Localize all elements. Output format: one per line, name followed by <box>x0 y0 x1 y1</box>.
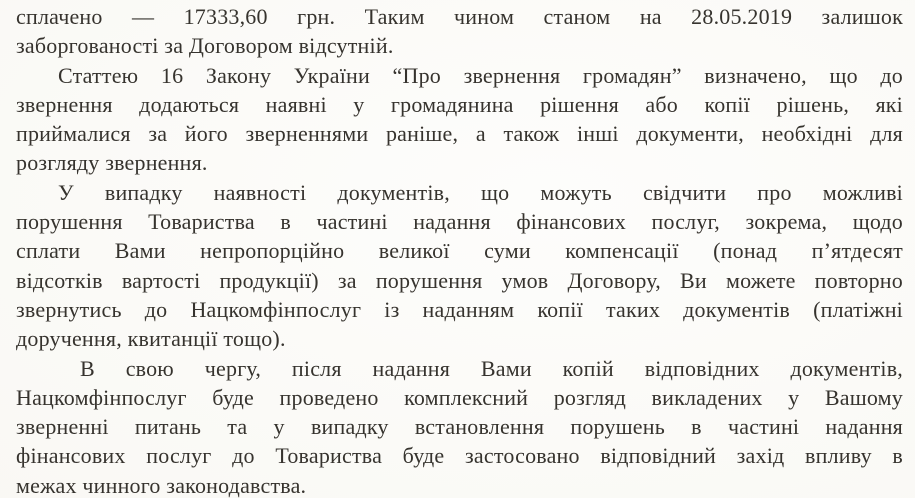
document-line: фінансових послуг до Товариства буде застосовано відповідний захід впливу в <box>16 443 903 469</box>
document-line: відсотків вартості продукції) за порушення умов Договору, Ви можете повторно <box>16 267 903 293</box>
document-line: сплачено — 17333,60 грн. Таким чином станом на 28.05.2019 залишок <box>16 4 903 29</box>
document-line: приймалися за його зверненнями раніше, а також інші документи, необхідні для <box>16 121 903 147</box>
document-line: У випадку наявності документів, що можуть свідчити про можливі <box>58 179 903 205</box>
document-line: заборгованості за Договором відсутній. <box>16 33 394 59</box>
document-line: сплати Вами непропорційно великої суми компенсації (понад п’ятдесят <box>16 238 903 264</box>
document-line: межах чинного законодавства. <box>16 472 307 498</box>
document-line: зверненні питань та у випадку встановлення порушень в частині надання <box>16 414 903 440</box>
document-line: звернутись до Нацкомфінпослуг із наданням копії таких документів (платіжні <box>16 296 903 322</box>
document-line: В свою чергу, після надання Вами копій відповідних документів, <box>80 355 903 381</box>
document-line: доручення, квитанції тощо). <box>16 326 286 352</box>
document-line: розгляду звернення. <box>16 150 208 176</box>
document-line: Статтею 16 Закону України “Про звернення громадян” визначено, що до <box>58 62 903 88</box>
document-line: Нацкомфінпослуг буде проведено комплексний розгляд викладених у Вашому <box>16 384 903 410</box>
document-line: порушення Товариства в частині надання фінансових послуг, зокрема, щодо <box>16 209 903 235</box>
document-line: звернення додаються наявні у громадянина рішення або копії рішень, які <box>16 91 903 117</box>
